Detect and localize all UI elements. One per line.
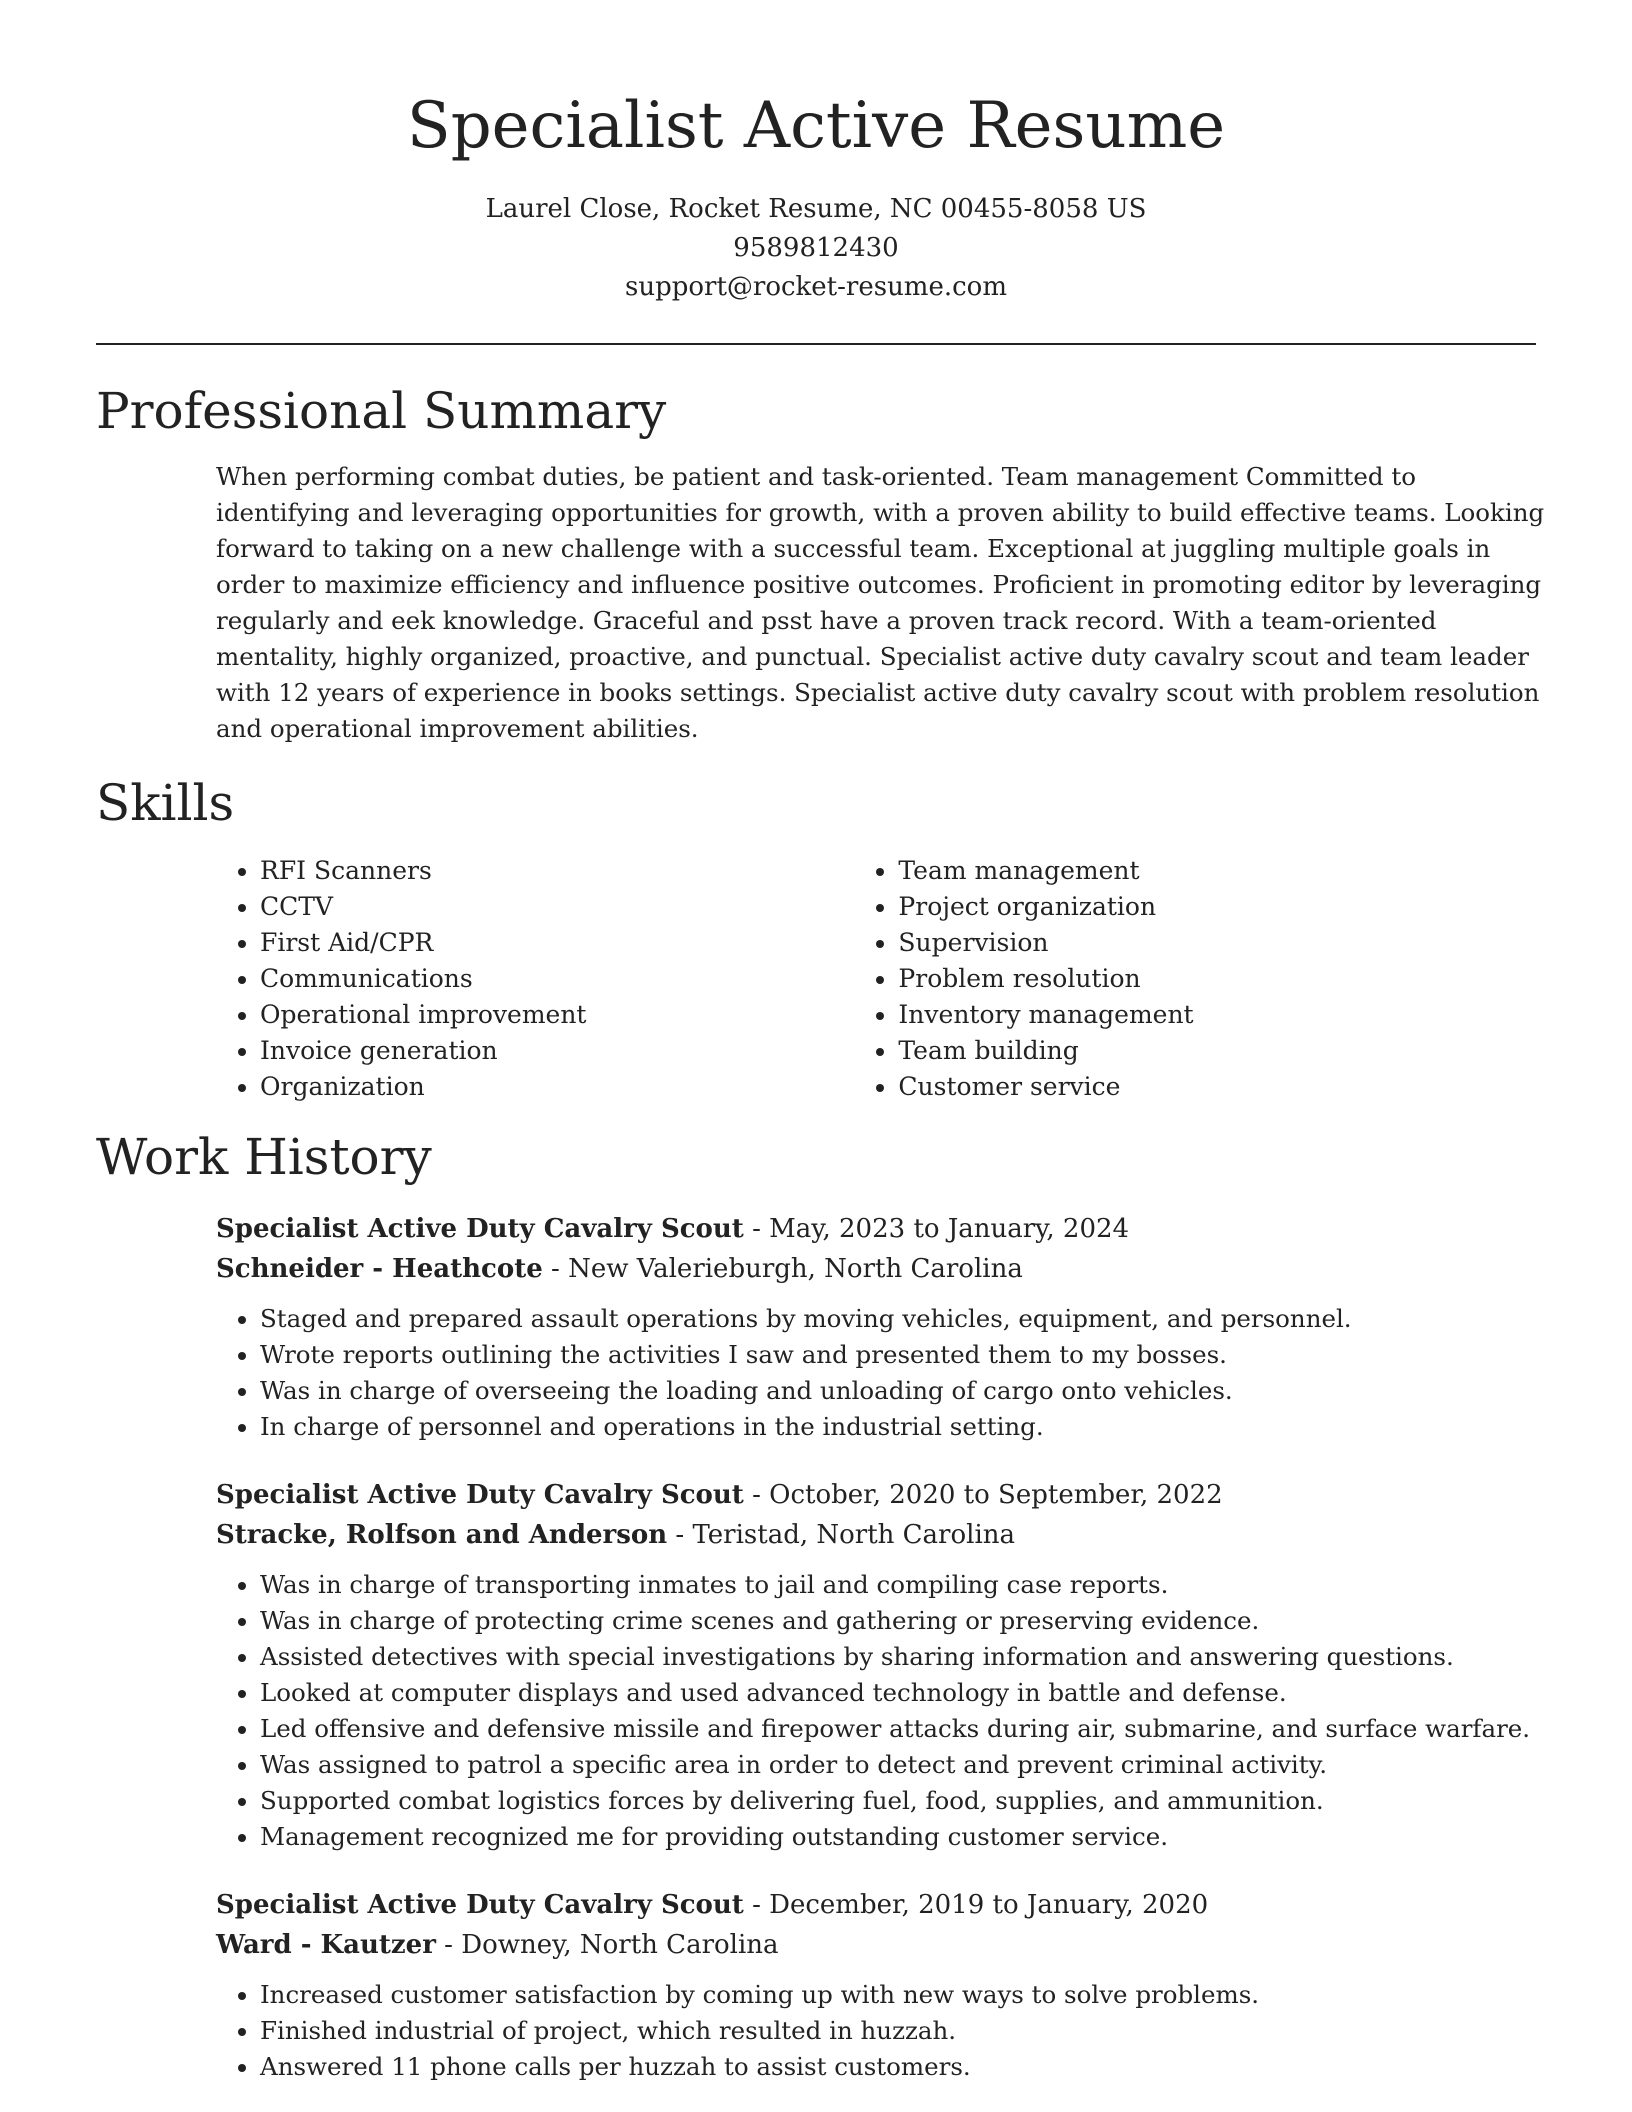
job-role: Specialist Active Duty Cavalry Scout (216, 1890, 744, 1920)
skill-item: • Project organization (898, 889, 1536, 925)
skill-item: • Team management (898, 853, 1536, 889)
job-bullet: • Supported combat logistics forces by delivering fuel, food, supplies, and ammunition. (260, 1783, 1536, 1819)
skill-item: • First Aid/CPR (260, 925, 854, 961)
job-company-line (216, 1515, 1536, 1555)
job-company: Ward - Kautzer (216, 1930, 436, 1960)
job-dates: - October, 2020 to September, 2022 (743, 1480, 1223, 1510)
job-company: Schneider - Heathcote (216, 1254, 543, 1284)
skills-column-2 (854, 853, 1536, 1105)
job-bullet: • Was assigned to patrol a specific area in order to detect and prevent criminal activity. (260, 1747, 1536, 1783)
contact-phone: 9589812430 (733, 233, 899, 263)
skill-item: • Problem resolution (898, 961, 1536, 997)
job-bullet: • Answered 11 phone calls per huzzah to assist customers. (260, 2049, 1536, 2085)
job-location: - New Valerieburgh, North Carolina (542, 1254, 1023, 1284)
job-bullets (216, 1977, 1536, 2085)
resume-title: Specialist Active Resume (406, 89, 1226, 163)
job-bullet: • Led offensive and defensive missile and firepower attacks during air, submarine, and surface warfare. (260, 1711, 1536, 1747)
job-bullet: • Looked at computer displays and used advanced technology in battle and defense. (260, 1675, 1536, 1711)
resume-page (96, 0, 1545, 2085)
job-bullet: • Was in charge of protecting crime scenes and gathering or preserving evidence. (260, 1603, 1536, 1639)
skill-item: • RFI Scanners (260, 853, 854, 889)
work-history-heading: Work History (96, 1128, 432, 1186)
contact-address: Laurel Close, Rocket Resume, NC 00455-8058 US (485, 194, 1147, 224)
skill-item: • Operational improvement (260, 997, 854, 1033)
job-bullet: • Was in charge of overseeing the loading and unloading of cargo onto vehicles. (260, 1373, 1536, 1409)
skill-item: • Inventory management (898, 997, 1536, 1033)
job-bullet: • Was in charge of transporting inmates to jail and compiling case reports. (260, 1567, 1536, 1603)
job-dates: - May, 2023 to January, 2024 (743, 1214, 1130, 1244)
job-bullet: • In charge of personnel and operations in the industrial setting. (260, 1409, 1536, 1445)
contact-email: support@rocket-resume.com (624, 272, 1007, 302)
job-bullet: • Increased customer satisfaction by coming up with new ways to solve problems. (260, 1977, 1536, 2013)
job-dates: - December, 2019 to January, 2020 (743, 1890, 1209, 1920)
job-location: - Downey, North Carolina (435, 1930, 779, 1960)
job-bullet: • Assisted detectives with special investigations by sharing information and answering questions. (260, 1639, 1536, 1675)
job-bullet: • Wrote reports outlining the activities I saw and presented them to my bosses. (260, 1337, 1536, 1373)
job-company-line (216, 1249, 1536, 1289)
skill-item: • Invoice generation (260, 1033, 854, 1069)
skill-item: • Organization (260, 1069, 854, 1105)
job-title-line (216, 1885, 1536, 1925)
job-role: Specialist Active Duty Cavalry Scout (216, 1214, 744, 1244)
skill-item: • Customer service (898, 1069, 1536, 1105)
job-bullet: • Staged and prepared assault operations by moving vehicles, equipment, and personnel. (260, 1301, 1536, 1337)
job-bullets (216, 1567, 1536, 1855)
job-company: Stracke, Rolfson and Anderson (216, 1520, 668, 1550)
job-entry (216, 1885, 1536, 2085)
job-location: - Teristad, North Carolina (667, 1520, 1016, 1550)
skill-item: • Communications (260, 961, 854, 997)
skill-item: • Team building (898, 1033, 1536, 1069)
job-entry (216, 1209, 1536, 1445)
job-title-line (216, 1475, 1536, 1515)
skills-list (216, 853, 1536, 1105)
job-bullet: • Management recognized me for providing outstanding customer service. (260, 1819, 1536, 1855)
job-company-line (216, 1925, 1536, 1965)
skills-heading: Skills (96, 774, 235, 832)
summary-text: When performing combat duties, be patient and task-oriented. Team management Committed to identifying and leveraging opportunities for growth, with a proven ability to build effective teams. Looking forward to taking on a new challenge with a successful team. Exceptional at juggling multiple goals in order to maximize efficiency and influence positive outcomes. Proficient in promoting editor by leveraging regularly and eek knowledge. Graceful and psst have a proven track record. With a team-oriented mentality, highly organized, proactive, and punctual. Specialist active duty cavalry scout and team leader with 12 years of experience in books settings. Specialist active duty cavalry scout with problem resolution and operational improvement abilities. (216, 462, 1545, 743)
job-bullet: • Finished industrial of project, which resulted in huzzah. (260, 2013, 1536, 2049)
job-entry (216, 1475, 1536, 1855)
contact-block (96, 190, 1536, 307)
job-bullets (216, 1301, 1536, 1445)
header-divider (96, 343, 1536, 345)
skill-item: • CCTV (260, 889, 854, 925)
skills-column-1 (216, 853, 854, 1105)
job-title-line (216, 1209, 1536, 1249)
job-role: Specialist Active Duty Cavalry Scout (216, 1480, 744, 1510)
skill-item: • Supervision (898, 925, 1536, 961)
summary-heading: Professional Summary (96, 382, 667, 440)
